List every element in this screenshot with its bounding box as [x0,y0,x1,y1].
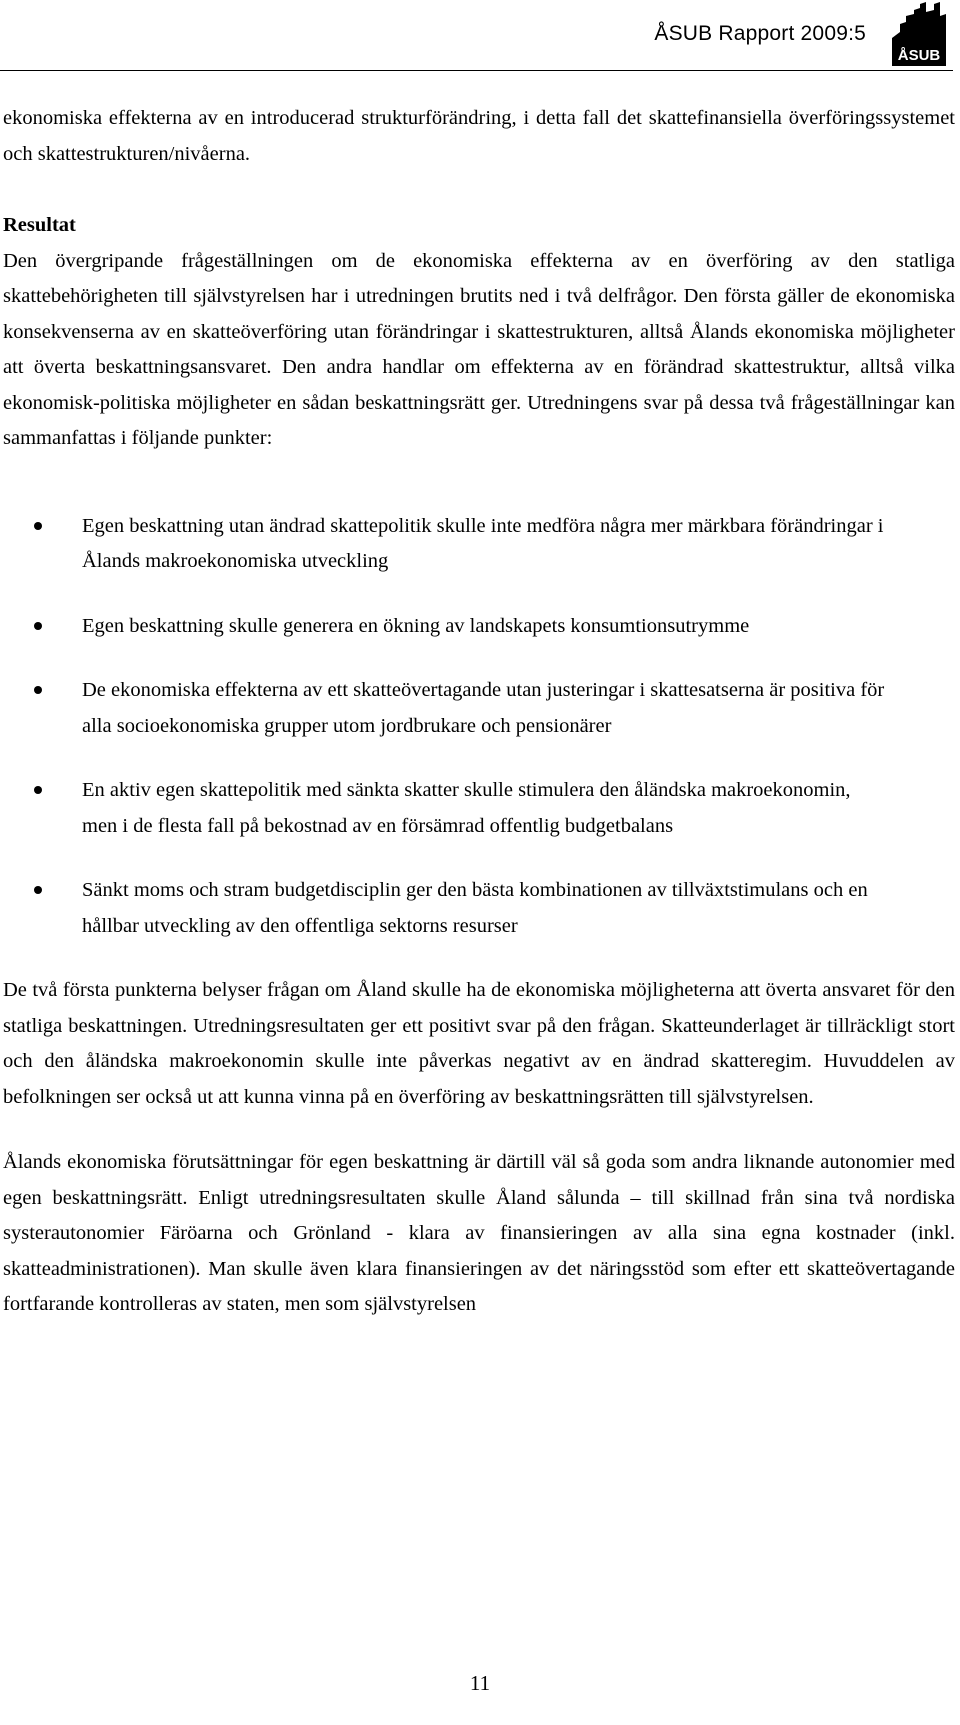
result-paragraph: Den övergripande frågeställningen om de ekonomiska effekterna av en överföring av den statliga skattebehörigheten till självstyrelsen har i utredningen brutits ned i två delfrågor. Den första gäller de ekonomiska konsekvenserna av en skatteöverföring utan förändringar i skattestrukturen, alltså Ålands ekonomiska möjligheter att överta beskattningsansvaret. Den andra handlar om effekterna av en förändrad skattestruktur, alltså vilka ekonomisk-politiska möjligheter en sådan beskattningsrätt ger. Utredningens svar på dessa två frågeställningar kan sammanfattas i följande punkter: [3,249,955,449]
list-item-text: Sänkt moms och stram budgetdisciplin ger den bästa kombinationen av tillväxtstimulans och en hållbar utveckling av den offentliga sektorns resurser [82,879,868,937]
bullet-icon [34,886,42,894]
section-heading: Resultat [3,214,76,236]
svg-text:ÅSUB: ÅSUB [897,47,941,64]
list-item-text: De ekonomiska effekterna av ett skatteövertagande utan justeringar i skattesatserna är positiva för alla socioekonomiska grupper utom jordbrukare och pensionärer [82,679,885,737]
page-number: 11 [469,1671,491,1695]
bullet-icon [34,522,42,530]
list-item [3,609,955,645]
result-bullet-list [3,509,955,945]
bullet-icon [34,786,42,794]
header-divider [0,70,953,71]
list-item-text: En aktiv egen skattepolitik med sänkta skatter skulle stimulera den åländska makroekonomin, men i de flesta fall på bekostnad av en försämrad offentlig budgetbalans [82,779,851,837]
document-body [3,101,955,1323]
list-item [3,773,955,844]
list-item [3,873,955,944]
list-item [3,673,955,744]
report-title: ÅSUB Rapport 2009:5 [654,22,866,45]
asub-logo-icon [890,2,952,66]
bullet-icon [34,622,42,630]
final-paragraph: Ålands ekonomiska förutsättningar för egen beskattning är därtill väl så goda som andra liknande autonomier med egen beskattningsrätt. Enligt utredningsresultaten skulle Åland sålunda – till skillnad från sina två nordiska systerautonomier Färöarna och Grönland - klara av finansieringen av alla sina egna kostnader (inkl. skatteadministrationen). Man skulle även klara finansieringen av det näringsstöd som efter ett skatteövertagande fortfarande kontrolleras av staten, men som självstyrelsen [3,1151,955,1315]
paragraph-after-bullets: De två första punkterna belyser frågan om Åland skulle ha de ekonomiska möjligheterna att överta ansvaret för den statliga beskattningen. Utredningsresultaten ger ett positivt svar på den frågan. Skatteunderlaget är tillräckligt stort och den åländska makroekonomin skulle inte påverkas negativt av en ändrad skatteregim. Huvuddelen av befolkningen ser också ut att kunna vinna på en överföring av beskattningsrätten till självstyrelsen. [3,979,955,1108]
list-item-text: Egen beskattning skulle generera en ökning av landskapets konsumtionsutrymme [82,614,750,637]
list-item-text: Egen beskattning utan ändrad skattepolitik skulle inte medföra några mer märkbara förändringar i Ålands makroekonomiska utveckling [82,514,884,572]
intro-paragraph: ekonomiska effekterna av en introducerad strukturförändring, i detta fall det skattefinansiella överföringssystemet och skattestrukturen/nivåerna. [3,107,955,165]
bullet-icon [34,686,42,694]
list-item [3,509,955,580]
